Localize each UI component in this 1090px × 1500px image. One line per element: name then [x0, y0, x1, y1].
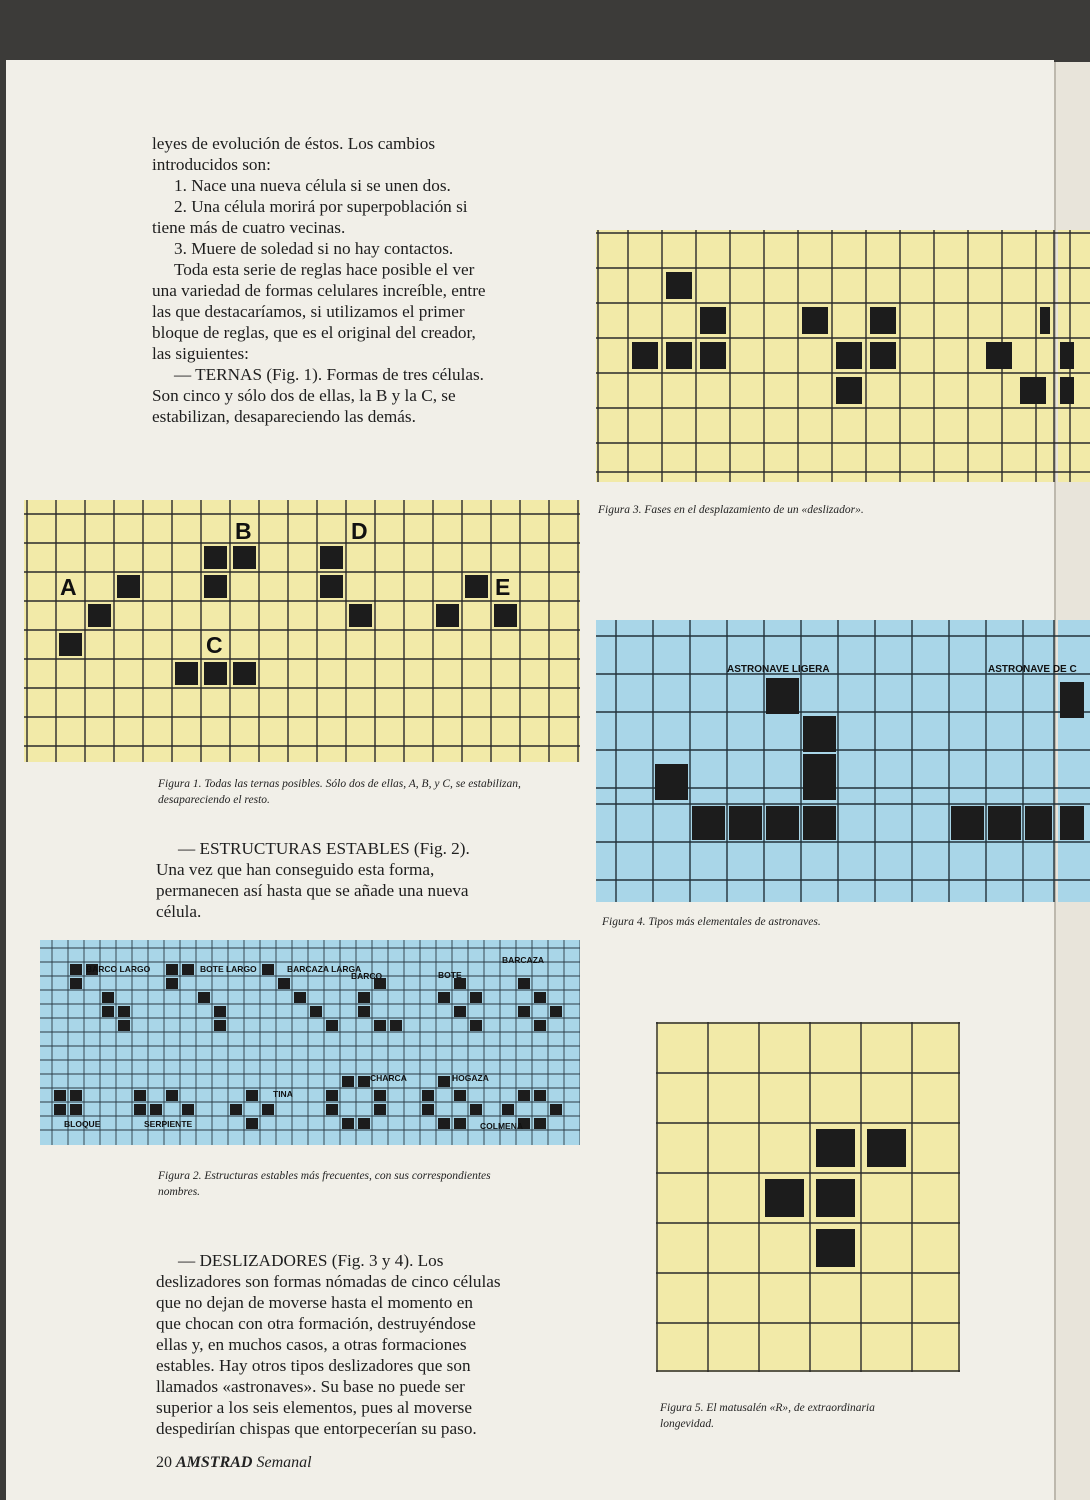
text-line: llamados «astronaves». Su base no puede ser — [156, 1377, 465, 1396]
label-colmena: COLMENA — [480, 1121, 523, 1131]
article-text-top — [152, 133, 572, 427]
label-hogaza: HOGAZA — [452, 1073, 489, 1083]
figure-3-deslizador — [596, 230, 1090, 482]
figure-5-matusalen-r — [656, 1022, 960, 1372]
text-line: Toda esta serie de reglas hace posible el ver — [174, 260, 475, 279]
article-text-mid — [156, 838, 576, 922]
text-line: que chocan con otra formación, destruyéndose — [156, 1314, 476, 1333]
label-e: E — [495, 574, 511, 600]
figure-4-caption: Figura 4. Tipos más elementales de astronaves. — [602, 916, 821, 928]
text-line: célula. — [156, 902, 202, 921]
label-barcaza-larga: BARCAZA LARGA — [287, 964, 362, 974]
text-line: 3. Muere de soledad si no hay contactos. — [174, 239, 454, 258]
article-text-bottom — [156, 1250, 586, 1439]
figure-2-grid — [40, 940, 580, 1145]
figure-1-grid — [24, 500, 580, 762]
text-line: superior a los seis elementos, pues al moverse — [156, 1398, 472, 1417]
text-line: estabilizan, desapareciendo las demás. — [152, 407, 416, 426]
figure-4-astronaves — [596, 620, 1090, 902]
label-bote: BOTE — [438, 970, 462, 980]
text-line: 1. Nace una nueva célula si se unen dos. — [174, 176, 451, 195]
label-d: D — [351, 518, 368, 544]
text-line: ellas y, en muchos casos, a otras formaciones — [156, 1335, 467, 1354]
text-line: las que destacaríamos, si utilizamos el primer — [152, 302, 465, 321]
magazine-name: AMSTRAD — [176, 1454, 253, 1471]
page-footer — [156, 1454, 312, 1472]
text-line: estables. Hay otros tipos deslizadores que son — [156, 1356, 471, 1375]
label-serpiente: SERPIENTE — [144, 1119, 193, 1129]
text-line: una variedad de formas celulares increíble, entre — [152, 281, 486, 300]
text-line: despedirían chispas que entorpecerían su paso. — [156, 1419, 477, 1438]
figure-1-ternas — [24, 500, 580, 762]
figure-4-grid — [596, 620, 1090, 902]
page-number: 20 — [156, 1454, 172, 1471]
text-line: las siguientes: — [152, 344, 249, 363]
text-line: introducidos son: — [152, 155, 271, 174]
figure-3-caption: Figura 3. Fases en el desplazamiento de un «deslizador». — [598, 504, 864, 516]
text-line: — DESLIZADORES (Fig. 3 y 4). Los — [178, 1251, 444, 1270]
label-b: B — [235, 518, 252, 544]
label-a: A — [60, 574, 77, 600]
figure-3-grid — [596, 230, 1090, 482]
label-astronave-ligera: ASTRONAVE LIGERA — [727, 664, 830, 675]
figure-5-grid — [656, 1022, 960, 1372]
label-barcaza: BARCAZA — [502, 955, 545, 965]
text-line: bloque de reglas, que es el original del creador, — [152, 323, 476, 342]
text-line: que no dejan de moverse hasta el momento en — [156, 1293, 473, 1312]
text-line: 2. Una célula morirá por superpoblación si — [174, 197, 468, 216]
label-astronave-de-c: ASTRONAVE DE C — [988, 664, 1077, 675]
label-c: C — [206, 632, 223, 658]
text-line: — TERNAS (Fig. 1). Formas de tres células. — [174, 365, 484, 384]
figure-2-caption: Figura 2. Estructuras estables más frecuentes, con sus correspondientes nombres. — [158, 1170, 491, 1198]
magazine-issue: Semanal — [256, 1454, 312, 1471]
label-bloque: BLOQUE — [64, 1119, 101, 1129]
figure-1-caption: Figura 1. Todas las ternas posibles. Sólo dos de ellas, A, B, y C, se estabilizan, desapareciendo el resto. — [158, 778, 521, 806]
label-charca: CHARCA — [370, 1073, 407, 1083]
text-line: tiene más de cuatro vecinas. — [152, 218, 346, 237]
text-line: leyes de evolución de éstos. Los cambios — [152, 134, 436, 153]
text-line: Una vez que han conseguido esta forma, — [156, 860, 435, 879]
label-bote-largo: BOTE LARGO — [200, 964, 257, 974]
label-barco: BARCO — [351, 971, 383, 981]
figure-2-estructuras-estables — [40, 940, 580, 1145]
text-line: — ESTRUCTURAS ESTABLES (Fig. 2). — [178, 839, 470, 858]
text-line: deslizadores son formas nómadas de cinco células — [156, 1272, 501, 1291]
label-tina: TINA — [273, 1089, 293, 1099]
label-barco-largo: BARCO LARGO — [86, 964, 151, 974]
text-line: permanecen así hasta que se añade una nueva — [156, 881, 469, 900]
figure-5-caption: Figura 5. El matusalén «R», de extraordinaria longevidad. — [660, 1402, 875, 1430]
text-line: Son cinco y sólo dos de ellas, la B y la C, se — [152, 386, 456, 405]
